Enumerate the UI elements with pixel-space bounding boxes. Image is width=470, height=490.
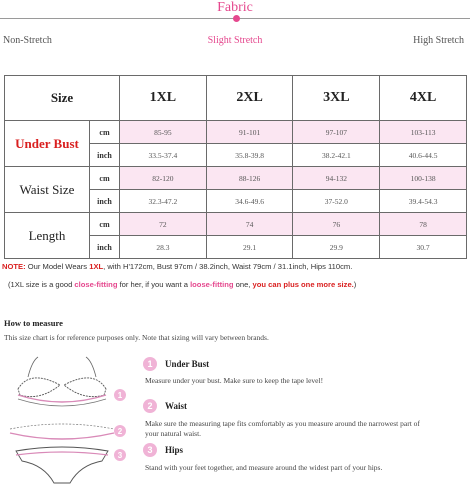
- measure-length: Length: [5, 213, 90, 259]
- table-cell: 72: [120, 213, 207, 236]
- header-3xl: 3XL: [293, 76, 380, 121]
- stretch-marker-dot: [233, 15, 240, 22]
- table-cell: 85-95: [120, 121, 207, 144]
- header-2xl: 2XL: [206, 76, 293, 121]
- table-cell: 38.2-42.1: [293, 144, 380, 167]
- fit-text-a: (1XL size is a good: [8, 280, 75, 289]
- step-3-text: Stand with your feet together, and measure around the widest part of your hips.: [145, 463, 383, 472]
- table-cell: 37-52.0: [293, 190, 380, 213]
- step-1-badge: 1: [143, 357, 157, 371]
- note-model-size: 1XL: [89, 262, 104, 271]
- table-cell: 94-132: [293, 167, 380, 190]
- figure-badge-2-label: 2: [117, 427, 123, 436]
- unit-cm: cm: [90, 213, 120, 236]
- table-cell: 74: [206, 213, 293, 236]
- header-4xl: 4XL: [380, 76, 467, 121]
- stretch-label-slight: Slight Stretch: [207, 35, 263, 46]
- table-cell: 100-138: [380, 167, 467, 190]
- bra-strap-right: [86, 357, 96, 377]
- step-1-title: Under Bust: [165, 359, 210, 369]
- measure-under-bust: Under Bust: [5, 121, 90, 167]
- fit-plus-size: you can plus one more size.: [252, 280, 354, 289]
- measure-waist-size: Waist Size: [5, 167, 90, 213]
- note-text-1: Our Model Wears: [25, 262, 90, 271]
- note-label: NOTE:: [2, 262, 26, 271]
- garment-measure-illustration: [8, 355, 136, 485]
- step-1-text: Measure under your bust. Make sure to keep the tape level!: [145, 376, 324, 385]
- step-2-title: Waist: [165, 401, 188, 411]
- table-cell: 29.1: [206, 236, 293, 259]
- table-cell: 91-101: [206, 121, 293, 144]
- fit-loose: loose-fitting: [190, 280, 234, 289]
- model-note: [2, 262, 468, 271]
- unit-inch: inch: [90, 190, 120, 213]
- how-to-measure-description: This size chart is for reference purposes only. Note that sizing will vary between brands.: [4, 333, 269, 342]
- table-cell: 97-107: [293, 121, 380, 144]
- bra-strap-left: [28, 357, 38, 377]
- table-cell: 35.8-39.8: [206, 144, 293, 167]
- under-bust-line: [18, 395, 106, 402]
- table-cell: 78: [380, 213, 467, 236]
- step-2-badge: 2: [143, 399, 157, 413]
- table-cell: 40.6-44.5: [380, 144, 467, 167]
- stretch-label-high: High Stretch: [413, 35, 464, 46]
- table-cell: 32.3-47.2: [120, 190, 207, 213]
- hips-line: [16, 452, 108, 455]
- table-cell: 39.4-54.3: [380, 190, 467, 213]
- header-1xl: 1XL: [120, 76, 207, 121]
- fit-text-g: ): [353, 280, 357, 289]
- stretch-label-non: Non-Stretch: [3, 35, 52, 46]
- fit-text-e: one,: [233, 280, 253, 289]
- figure-badge-1-label: 1: [117, 391, 123, 400]
- header-size: Size: [5, 76, 120, 121]
- table-cell: 29.9: [293, 236, 380, 259]
- table-header-row: [5, 76, 467, 121]
- table-cell: 76: [293, 213, 380, 236]
- step-3-badge: 3: [143, 443, 157, 457]
- fit-close: close-fitting: [74, 280, 118, 289]
- table-cell: 33.5-37.4: [120, 144, 207, 167]
- unit-cm: cm: [90, 121, 120, 144]
- fabric-stretch-scale: [0, 0, 470, 50]
- figure-badge-3-label: 3: [117, 451, 123, 460]
- step-3-title: Hips: [165, 445, 184, 455]
- table-cell: 103-113: [380, 121, 467, 144]
- fit-text-c: for her, if you want a: [117, 280, 191, 289]
- table-cell: 82-120: [120, 167, 207, 190]
- waist-line: [10, 433, 114, 439]
- table-row: [5, 167, 467, 190]
- table-cell: 34.6-49.6: [206, 190, 293, 213]
- unit-cm: cm: [90, 167, 120, 190]
- fabric-title: Fabric: [217, 0, 253, 15]
- table-cell: 88-126: [206, 167, 293, 190]
- table-cell: 30.7: [380, 236, 467, 259]
- table-cell: 28.3: [120, 236, 207, 259]
- table-row: [5, 121, 467, 144]
- unit-inch: inch: [90, 144, 120, 167]
- bra-cup-right: [64, 378, 106, 397]
- bra-cup-left: [18, 378, 60, 397]
- unit-inch: inch: [90, 236, 120, 259]
- table-row: [5, 213, 467, 236]
- waist-tape-top: [10, 424, 114, 429]
- size-chart-table: [4, 75, 467, 259]
- fit-advice-note: [8, 280, 468, 289]
- note-text-2: , with H'172cm, Bust 97cm / 38.2inch, Waist 79cm / 31.1inch, Hips 110cm.: [103, 262, 353, 271]
- step-2-text: Make sure the measuring tape fits comfortably as you measure around the narrowest part of your natural waist.: [145, 419, 420, 438]
- how-to-measure-title: How to measure: [4, 318, 63, 328]
